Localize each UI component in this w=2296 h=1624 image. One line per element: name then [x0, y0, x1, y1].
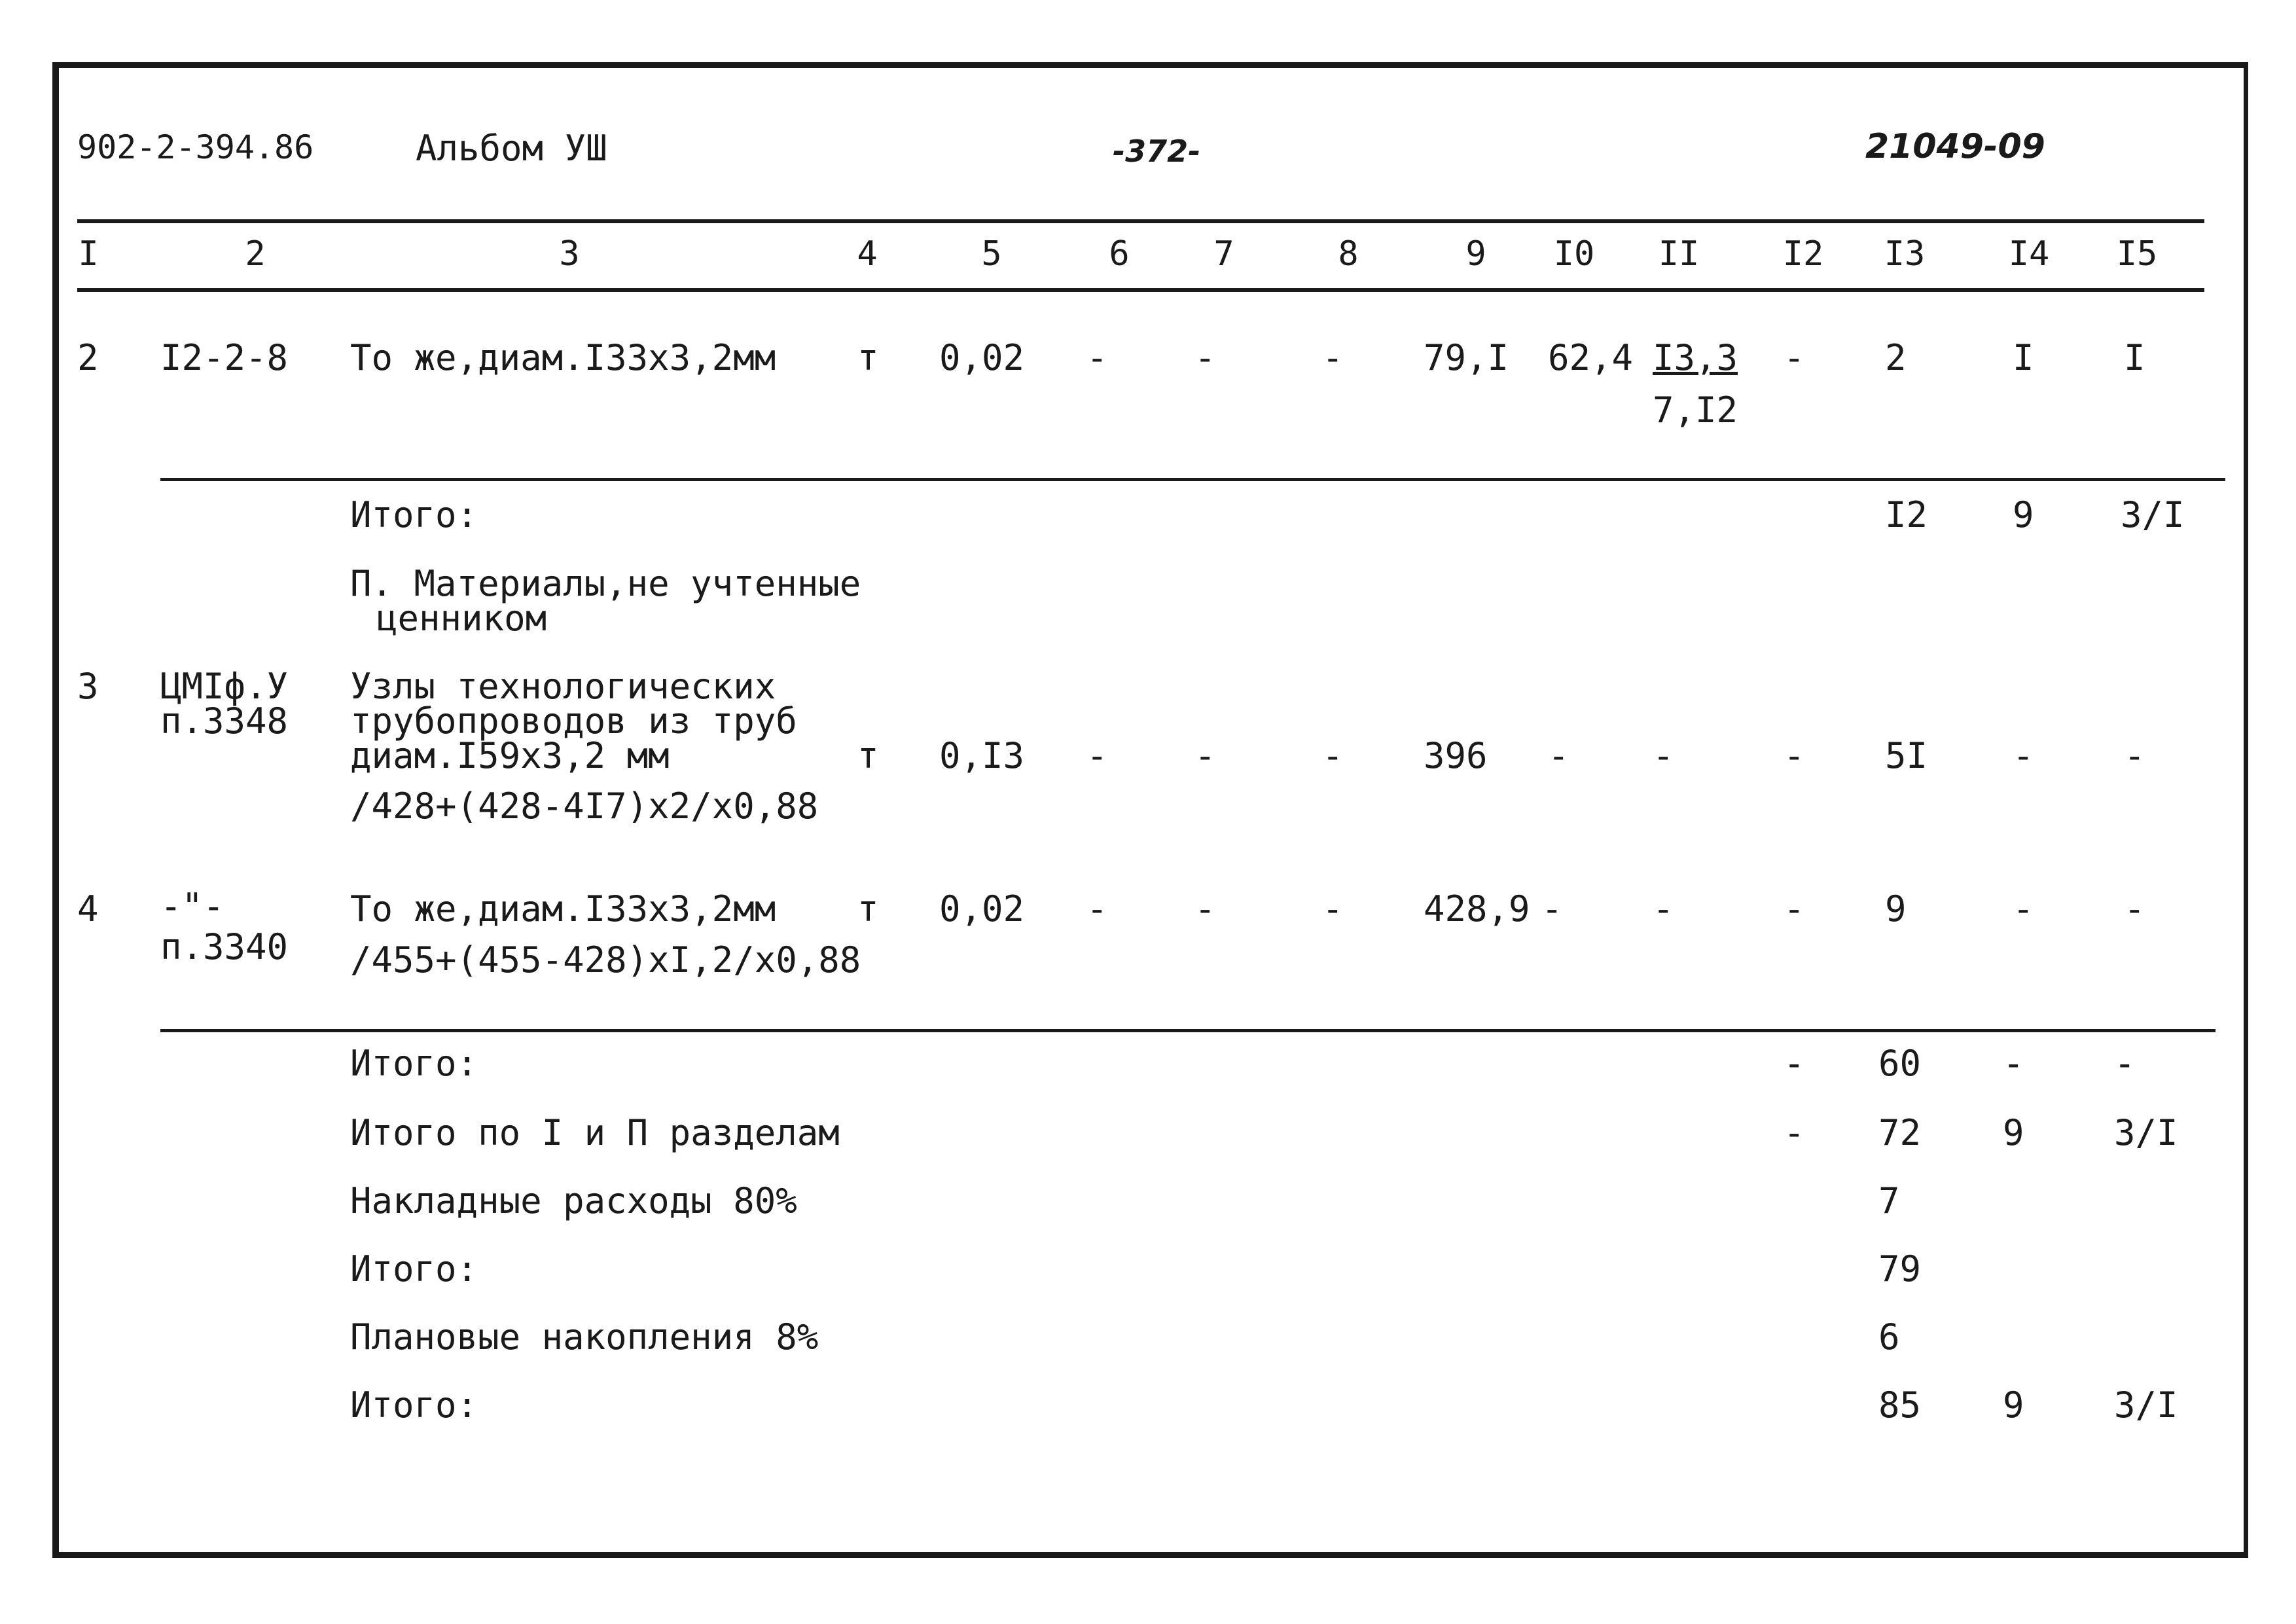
row2-col12: -: [1784, 337, 1805, 378]
col-header-4: 4: [857, 234, 878, 274]
summary-col13: 7: [1878, 1180, 1900, 1221]
summary-col13: 79: [1878, 1248, 1922, 1290]
row2-col10: 62,4: [1548, 337, 1634, 378]
row3-col7: -: [1194, 735, 1216, 776]
section2-heading-line2: ценником: [376, 598, 547, 639]
row3-col14: -: [2013, 735, 2034, 776]
summary-rule: [160, 1029, 2215, 1032]
summary-col13: 6: [1878, 1316, 1900, 1358]
row2-number: 2: [77, 337, 99, 378]
summary-col14: -: [2003, 1043, 2024, 1084]
summary-col14: 9: [2003, 1112, 2024, 1153]
row3-col11: -: [1653, 735, 1674, 776]
row3-name-line4: /428+(428-4I7)х2/х0,88: [350, 785, 819, 827]
col-header-15: I5: [2116, 234, 2158, 274]
row3-code-line2: п.3348: [160, 700, 289, 742]
col-header-1: I: [78, 234, 99, 274]
row3-code-line1: ЦМIф.У: [160, 666, 289, 707]
summary-col13: 60: [1878, 1043, 1922, 1084]
row4-col13: 9: [1885, 888, 1907, 929]
row3-col10: -: [1548, 735, 1570, 776]
row2-name: То же,диам.I33х3,2мм: [350, 337, 776, 378]
row2-unit: т: [857, 337, 879, 378]
row2-col9: 79,I: [1424, 337, 1509, 378]
total1-col13: I2: [1885, 494, 1928, 535]
page-number: -372-: [1113, 134, 1201, 169]
total1-col15: 3/I: [2121, 494, 2185, 535]
summary-col13: 85: [1878, 1384, 1922, 1426]
summary-label: Накладные расходы 80%: [350, 1180, 797, 1221]
row4-col11: -: [1653, 888, 1674, 929]
row3-unit: т: [857, 735, 879, 776]
row4-col9: 428,9: [1424, 888, 1530, 929]
row2-code: I2-2-8: [160, 337, 289, 378]
col-header-6: 6: [1109, 234, 1130, 274]
right-code: 21049-09: [1865, 127, 2045, 166]
row2-col15: I: [2124, 337, 2145, 378]
album-title: Альбом УШ: [416, 128, 607, 169]
row2-col6: -: [1086, 337, 1108, 378]
row3-col12: -: [1784, 735, 1805, 776]
row4-col8: -: [1322, 888, 1344, 929]
summary-col15: -: [2114, 1043, 2136, 1084]
total1-col14: 9: [2013, 494, 2034, 535]
doc-code: 902-2-394.86: [77, 128, 314, 166]
row4-col12: -: [1784, 888, 1805, 929]
row4-name-line2: /455+(455-428)хI,2/х0,88: [350, 939, 861, 981]
row4-col15: -: [2124, 888, 2145, 929]
col-header-7: 7: [1213, 234, 1234, 274]
header-bottom-rule: [77, 288, 2204, 292]
summary-label: Итого:: [350, 1384, 478, 1426]
summary-label: Итого:: [350, 1248, 478, 1290]
summary-label: Итого:: [350, 1043, 478, 1084]
col-header-9: 9: [1465, 234, 1486, 274]
summary-col12: -: [1784, 1112, 1805, 1153]
col-header-12: I2: [1782, 234, 1824, 274]
row3-number: 3: [77, 666, 99, 707]
col-header-13: I3: [1884, 234, 1926, 274]
header-top-rule: [77, 219, 2204, 223]
row3-name-line3: диам.I59х3,2 мм: [350, 735, 670, 776]
row2-col7: -: [1194, 337, 1216, 378]
summary-col13: 72: [1878, 1112, 1922, 1153]
summary-col15: 3/I: [2114, 1384, 2178, 1426]
row2-col8: -: [1322, 337, 1344, 378]
row2-col13: 2: [1885, 337, 1907, 378]
row3-name-line2: трубопроводов из труб: [350, 700, 797, 742]
summary-col15: 3/I: [2114, 1112, 2178, 1153]
row2-col5: 0,02: [939, 337, 1025, 378]
summary-col12: -: [1784, 1043, 1805, 1084]
row4-unit: т: [857, 888, 879, 929]
row3-col15: -: [2124, 735, 2145, 776]
summary-label: Итого по I и П разделам: [350, 1112, 840, 1153]
col-header-11: II: [1658, 234, 1700, 274]
row3-col9: 396: [1424, 735, 1488, 776]
row3-col13: 5I: [1885, 735, 1928, 776]
row4-col14: -: [2013, 888, 2034, 929]
col-header-5: 5: [981, 234, 1002, 274]
row2-col11-bottom: 7,I2: [1653, 389, 1738, 431]
col-header-10: I0: [1553, 234, 1595, 274]
col-header-8: 8: [1338, 234, 1359, 274]
row4-col5: 0,02: [939, 888, 1025, 929]
col-header-14: I4: [2008, 234, 2050, 274]
row4-code-line1: -"-: [160, 886, 224, 927]
summary-col14: 9: [2003, 1384, 2024, 1426]
row3-name-line1: Узлы технологических: [350, 666, 776, 707]
row4-code-line2: п.3340: [160, 926, 289, 967]
row3-col6: -: [1086, 735, 1108, 776]
total1-label: Итого:: [350, 494, 478, 535]
row4-name-line1: То же,диам.I33х3,2мм: [350, 888, 776, 929]
row3-col8: -: [1322, 735, 1344, 776]
row2-col14: I: [2013, 337, 2034, 378]
row4-col6: -: [1086, 888, 1108, 929]
row3-col5: 0,I3: [939, 735, 1025, 776]
summary-label: Плановые накопления 8%: [350, 1316, 819, 1358]
col-header-2: 2: [245, 234, 266, 274]
total1-rule: [160, 478, 2225, 481]
row4-col10: -: [1541, 888, 1563, 929]
row4-col7: -: [1194, 888, 1216, 929]
col-header-3: 3: [559, 234, 580, 274]
section2-heading-line1: П. Материалы,не учтенные: [350, 563, 861, 604]
row4-number: 4: [77, 888, 99, 929]
row2-col11-top: I3,3: [1653, 337, 1738, 378]
